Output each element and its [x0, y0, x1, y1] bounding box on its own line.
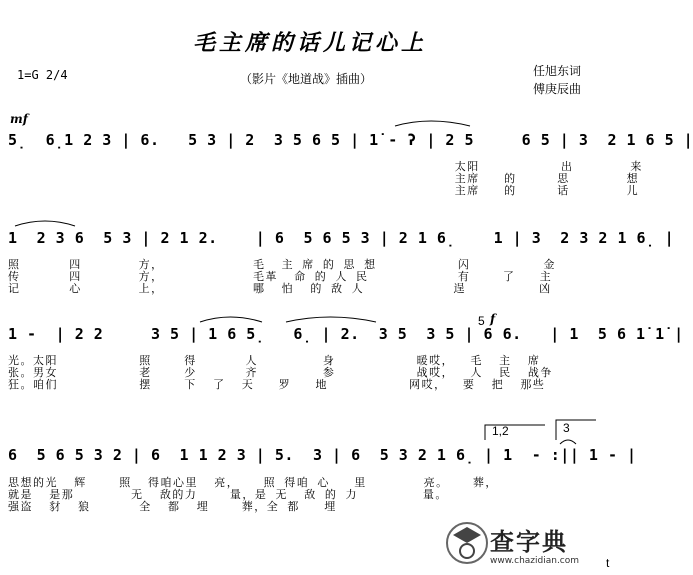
dynamic-f: f — [490, 312, 496, 326]
lyric-verse-1-row-2: 照 四 方， 毛 主 席 的 思 想 闪 金 — [8, 258, 557, 271]
measure-number-5: 5 — [478, 314, 485, 328]
lyric-verse-3-row-2: 记 心 上， 哪 怕 的 敌 人 逞 凶 — [8, 282, 552, 295]
lyric-verse-2-row-4: 就是 是那 无 敌的力 量，是 无 敌 的 力 量。 — [8, 488, 448, 501]
watermark-url: www.chazidian.com — [490, 556, 580, 566]
notation-row-1: 5̣ 6̣1 2 3 | 6. 5 3 | 2 3 5 6 5 | 1̇ - ʔ | 2 5 6 5 | 3 2 1 6 5 | — [8, 131, 693, 149]
lyric-verse-1-row-3: 光。太阳 照 得 人 身 暖哎， 毛 主 席 — [8, 354, 541, 367]
lyric-verse-3-row-3: 狂。咱们 摆 下 了 天 罗 地 网哎， 要 把 那些 — [8, 378, 546, 391]
tail-mark: t — [606, 556, 610, 570]
fermata-arc — [560, 440, 576, 444]
notation-row-3: 1 - | 2 2 3 5 | 1 6 5̣ 6̣ | 2. 3 5 3 5 | 6 6. | 1 5 6 1̇ 1̇ | — [8, 325, 684, 343]
lyric-verse-2-row-3: 张。男女 老 少 齐 参 战哎， 人 民 战争 — [8, 366, 553, 379]
lyric-verse-2-row-1: 主席 的 思 想 — [8, 172, 640, 185]
dynamic-mf: mf — [10, 112, 28, 126]
slur-row1-a — [395, 121, 470, 126]
watermark-text: 查字典 — [490, 528, 568, 556]
lyric-verse-2-row-2: 传 四 方， 毛革 命 的 人 民 有 了 主 — [8, 270, 553, 283]
slur-row3-a — [200, 317, 262, 322]
lyric-verse-3-row-1: 主席 的 话 儿 — [8, 184, 640, 197]
song-subtitle: （影片《地道战》插曲） — [240, 72, 373, 86]
lyric-verse-1-row-4: 思想的光 辉 照 得咱心里 亮， 照 得咱 心 里 亮。 葬， — [8, 476, 498, 489]
key-and-time-signature: 1=G 2/4 — [17, 68, 68, 82]
composer-credit: 傅庚辰曲 — [533, 82, 582, 96]
song-title: 毛主席的话儿记心上 — [192, 30, 427, 56]
volta-first-ending: 1,2 — [492, 424, 509, 438]
notation-row-2: 1 2 3 6 5 3 | 2 1 2. | 6 5 6 5 3 | 2 1 6̣ 1 | 3 2 3 2 1 6̣ | — [8, 229, 675, 247]
notation-row-4: 6 5 6 5 3 2 | 6 1 1 2 3 | 5. 3 | 6 5 3 2 1 6̣ | 1 - :|| 1 - | — [8, 446, 637, 464]
lyricist-credit: 任旭东词 — [533, 64, 582, 78]
volta-second-ending: 3 — [563, 421, 570, 435]
lyric-verse-3-row-4: 强盗 豺 狼 全 都 埋 葬，全 都 埋 — [8, 500, 337, 513]
volta-bracket-2 — [556, 420, 596, 440]
slur-row3-b — [286, 317, 376, 322]
lyric-verse-1-row-1: 太阳 出 来 — [8, 160, 643, 173]
slur-row2-a — [15, 221, 75, 226]
